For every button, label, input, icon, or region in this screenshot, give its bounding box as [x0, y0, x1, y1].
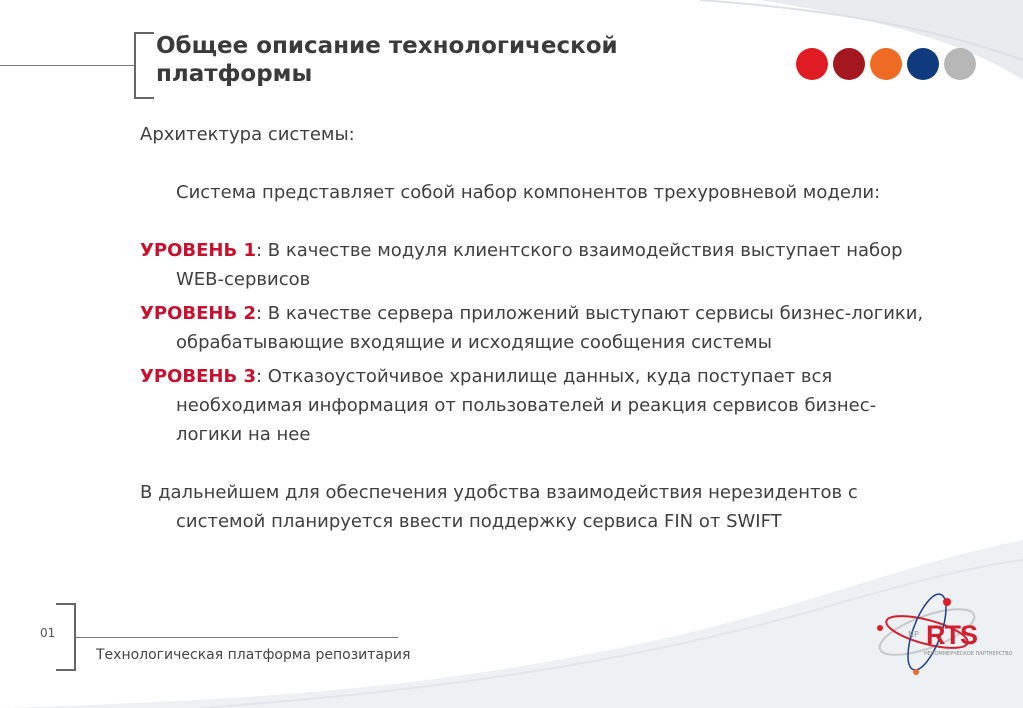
- level-label: УРОВЕНЬ 3: [140, 366, 256, 387]
- level-text: : Отказоустойчивое хранилище данных, куда поступает вся необходимая информация от пользователей и реакция сервисов бизнес-логики на нее: [176, 366, 877, 445]
- accent-dots: [796, 48, 976, 80]
- footer-rule: [76, 637, 398, 638]
- slide-number: 01: [40, 626, 56, 640]
- accent-dot-grey: [944, 48, 976, 80]
- title-rule: [0, 65, 134, 66]
- intro-text: Система представляет собой набор компонентов трехуровневой модели:: [176, 182, 881, 203]
- section-heading: Архитектура системы:: [140, 124, 355, 145]
- spacer: [140, 207, 930, 236]
- accent-dot-orange: [870, 48, 902, 80]
- accent-dot-dark-red: [833, 48, 865, 80]
- spacer: [140, 149, 930, 178]
- footer-bracket: [56, 603, 76, 671]
- accent-dot-red: [796, 48, 828, 80]
- slide-title: Общее описание технологической платформы: [156, 33, 618, 87]
- logo-subtitle: НЕКОММЕРЧЕСКОЕ ПАРТНЕРСТВО: [924, 651, 1013, 657]
- closing-text: В дальнейшем для обеспечения удобства взаимодействия нерезидентов с системой планируется ввести поддержку сервиса FIN от SWIFT: [140, 482, 858, 532]
- level-text: : В качестве модуля клиентского взаимодействия выступает набор WEB-сервисов: [176, 240, 903, 290]
- accent-dot-navy: [907, 48, 939, 80]
- level-label: УРОВЕНЬ 2: [140, 303, 256, 324]
- slide-body: [140, 120, 930, 536]
- level-text: : В качестве сервера приложений выступают сервисы бизнес-логики, обрабатывающие входящие и исходящие сообщения системы: [176, 303, 924, 353]
- logo-wordmark: RTS: [926, 620, 977, 650]
- level-item-3: [140, 362, 930, 449]
- spacer: [140, 449, 930, 478]
- level-item-2: [140, 299, 930, 357]
- level-label: УРОВЕНЬ 1: [140, 240, 256, 261]
- logo-prefix: NP: [908, 630, 919, 639]
- title-bracket: [134, 32, 154, 99]
- footer-caption: Технологическая платформа репозитария: [96, 647, 411, 663]
- level-item-1: [140, 236, 930, 294]
